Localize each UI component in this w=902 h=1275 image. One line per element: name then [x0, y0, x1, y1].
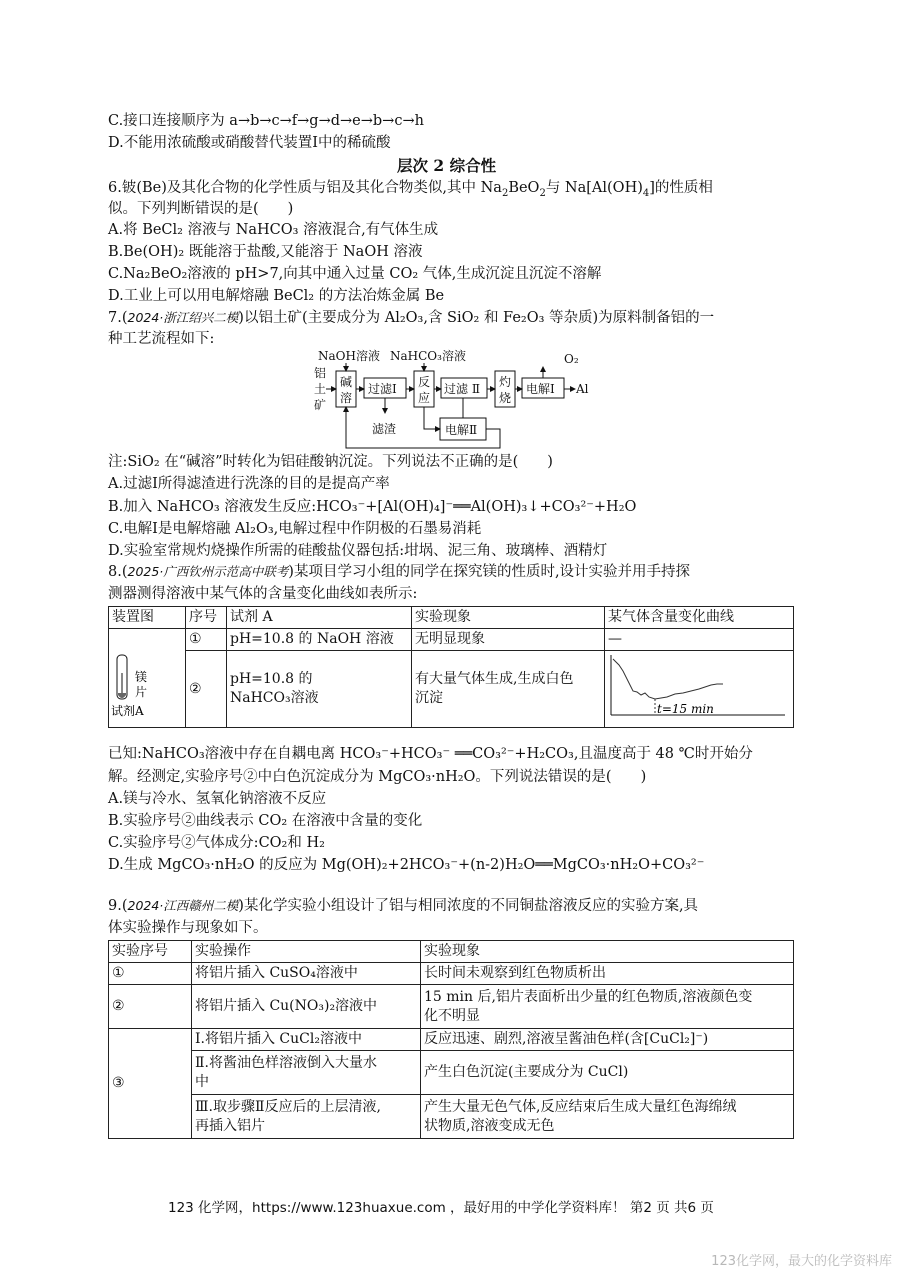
q8-th-apparatus: 装置图	[109, 607, 186, 629]
flow-burn-2: 烧	[499, 391, 512, 405]
q8-r2-reagent: pH=10.8 的 NaHCO₃溶液	[227, 651, 412, 728]
q6-stem-2: 似。下列判断错误的是( )	[108, 201, 294, 217]
q7-option-a: A.过滤Ⅰ所得滤渣进行洗涤的目的是提高产率	[108, 476, 390, 492]
q8-apparatus-cell	[109, 629, 186, 728]
q8-table	[108, 606, 794, 728]
q9-r5-operation: Ⅲ.取步骤Ⅱ反应后的上层清液, 再插入铝片	[192, 1095, 421, 1139]
flow-react-1: 反	[418, 375, 431, 389]
q7-stem: 7.(2024·浙江绍兴二模)以铝土矿(主要成分为 Al₂O₃,含 SiO₂ 和 Fe₂O₃ 等杂质)为原料制备铝的一	[108, 310, 715, 326]
section-title: 层次 2 综合性	[397, 156, 497, 175]
q9-r1-phenomenon: 长时间未观察到红色物质析出	[421, 963, 794, 985]
q7-note: 注:SiO₂ 在“碱溶”时转化为铝硅酸钠沉淀。下列说法不正确的是( )	[108, 454, 553, 470]
q8-option-c: C.实验序号②气体成分:CO₂和 H₂	[108, 835, 325, 851]
page-footer: 123 化学网，https://www.123huaxue.com ，最好用的中学化学资料库！ 第2 页 共6 页	[168, 1200, 714, 1216]
flow-raw-3: 矿	[314, 398, 327, 412]
flow-filter2: 过滤 Ⅱ	[444, 382, 480, 396]
q7-option-d: D.实验室常规灼烧操作所需的硅酸盐仪器包括:坩埚、泥三角、玻璃棒、酒精灯	[108, 543, 608, 559]
q8-apparatus-mg: 镁	[135, 670, 148, 684]
flow-o2: O₂	[564, 352, 579, 366]
q6-option-c: C.Na₂BeO₂溶液的 pH>7,向其中通入过量 CO₂ 气体,生成沉淀且沉淀不溶解	[108, 266, 602, 282]
q9-table	[108, 940, 794, 1139]
q8-r2-phenomenon: 有大量气体生成,生成白色 沉淀	[412, 651, 605, 728]
q8-r1-curve: —	[605, 629, 794, 651]
q6-option-b: B.Be(OH)₂ 既能溶于盐酸,又能溶于 NaOH 溶液	[108, 244, 423, 260]
q5-option-c: C.接口连接顺序为 a→b→c→f→g→d→e→b→c→h	[108, 113, 424, 129]
flow-burn-1: 灼	[499, 375, 512, 389]
flow-al: Al	[576, 382, 589, 396]
watermark: 123化学网，最大的化学资料库	[711, 1254, 892, 1269]
q8-option-d: D.生成 MgCO₃·nH₂O 的反应为 Mg(OH)₂+2HCO₃⁻+(n-2)H₂O══MgCO₃·nH₂O+CO₃²⁻	[108, 857, 705, 873]
q9-r1-operation: 将铝片插入 CuSO₄溶液中	[192, 963, 421, 985]
q9-r2-phenomenon: 15 min 后,铝片表面析出少量的红色物质,溶液颜色变 化不明显	[421, 985, 794, 1029]
q6-option-a: A.将 BeCl₂ 溶液与 NaHCO₃ 溶液混合,有气体生成	[108, 222, 439, 238]
flow-elec2: 电解Ⅱ	[445, 423, 478, 437]
q9-r3-phenomenon: 反应迅速、剧烈,溶液呈酱油色样(含[CuCl₂]⁻)	[421, 1029, 794, 1051]
q8-apparatus-drawing	[109, 651, 179, 721]
q9-source: 2024·江西赣州二模	[127, 898, 239, 913]
flow-alkali-1: 碱	[340, 375, 353, 389]
flow-input-nahco3: NaHCO₃溶液	[390, 349, 466, 363]
q8-option-b: B.实验序号②曲线表示 CO₂ 在溶液中含量的变化	[108, 813, 423, 829]
flow-residue: 滤渣	[372, 422, 397, 436]
q8-th-curve: 某气体含量变化曲线	[605, 607, 794, 629]
q8-apparatus-reagent: 试剂A	[111, 704, 144, 718]
q9-r2-operation: 将铝片插入 Cu(NO₃)₂溶液中	[192, 985, 421, 1029]
q7-flowchart	[300, 345, 600, 455]
q8-source: 2025·广西钦州示范高中联考	[127, 564, 289, 579]
q8-r2-curve-cell	[605, 651, 794, 728]
flow-raw-2: 土	[314, 382, 327, 396]
flow-elec1: 电解Ⅰ	[526, 382, 555, 396]
q8-th-phenomenon: 实验现象	[412, 607, 605, 629]
q8-th-no: 序号	[186, 607, 227, 629]
flow-raw-1: 铝	[314, 366, 327, 380]
q7-option-b: B.加入 NaHCO₃ 溶液发生反应:HCO₃⁻+[Al(OH)₄]⁻══Al(OH)₃↓+CO₃²⁻+H₂O	[108, 499, 637, 515]
q8-stem-2: 测器测得溶液中某气体的含量变化曲线如表所示:	[108, 586, 418, 602]
q9-r2-no: ②	[109, 985, 192, 1029]
q9-th-operation: 实验操作	[192, 941, 421, 963]
q8-known-1: 已知:NaHCO₃溶液中存在自耦电离 HCO₃⁻+HCO₃⁻ ══CO₃²⁻+H₂CO₃,且温度高于 48 ℃时开始分	[108, 746, 753, 762]
flow-alkali-2: 溶	[340, 391, 353, 405]
q8-r1-reagent: pH=10.8 的 NaOH 溶液	[227, 629, 412, 651]
flow-react-2: 应	[418, 391, 431, 405]
q8-r1-phenomenon: 无明显现象	[412, 629, 605, 651]
q8-th-reagent: 试剂 A	[227, 607, 412, 629]
q9-r1-no: ①	[109, 963, 192, 985]
q8-known-2: 解。经测定,实验序号②中白色沉淀成分为 MgCO₃·nH₂O。下列说法错误的是( )	[108, 769, 647, 785]
q8-r1-no: ①	[186, 629, 227, 651]
q8-option-a: A.镁与冷水、氢氧化钠溶液不反应	[108, 791, 327, 807]
flow-input-naoh: NaOH溶液	[318, 349, 380, 363]
q5-option-d: D.不能用浓硫酸或硝酸替代装置Ⅰ中的稀硫酸	[108, 135, 391, 151]
q6-option-d: D.工业上可以用电解熔融 BeCl₂ 的方法冶炼金属 Be	[108, 288, 445, 304]
q9-r4-phenomenon: 产生白色沉淀(主要成分为 CuCl)	[421, 1051, 794, 1095]
q7-stem-2: 种工艺流程如下:	[108, 331, 215, 347]
q9-stem-2: 体实验操作与现象如下。	[108, 920, 268, 936]
q8-gas-curve	[605, 651, 789, 721]
q9-r5-phenomenon: 产生大量无色气体,反应结束后生成大量红色海绵绒 状物质,溶液变成无色	[421, 1095, 794, 1139]
q7-option-c: C.电解Ⅰ是电解熔融 Al₂O₃,电解过程中作阴极的石墨易消耗	[108, 521, 482, 537]
q8-stem: 8.(2025·广西钦州示范高中联考)某项目学习小组的同学在探究镁的性质时,设计实验并用手持探	[108, 564, 691, 580]
q9-r3-no: ③	[109, 1029, 192, 1139]
q8-r2-no: ②	[186, 651, 227, 728]
q9-stem: 9.(2024·江西赣州二模)某化学实验小组设计了铝与相同浓度的不同铜盐溶液反应的实验方案,具	[108, 898, 699, 914]
q9-r4-operation: Ⅱ.将酱油色样溶液倒入大量水 中	[192, 1051, 421, 1095]
q9-th-no: 实验序号	[109, 941, 192, 963]
q9-th-phenomenon: 实验现象	[421, 941, 794, 963]
q9-r3-operation: Ⅰ.将铝片插入 CuCl₂溶液中	[192, 1029, 421, 1051]
q8-curve-label: t=15 min	[657, 702, 714, 716]
q7-source: 2024·浙江绍兴二模	[127, 310, 239, 325]
flow-filter1: 过滤Ⅰ	[368, 382, 397, 396]
q8-apparatus-piece: 片	[135, 685, 148, 699]
q6-stem: 6.铍(Be)及其化合物的化学性质与铝及其化合物类似,其中 $Na_2BeO_2$与 $Na[Al(OH)_4]$的性质相	[108, 180, 713, 199]
